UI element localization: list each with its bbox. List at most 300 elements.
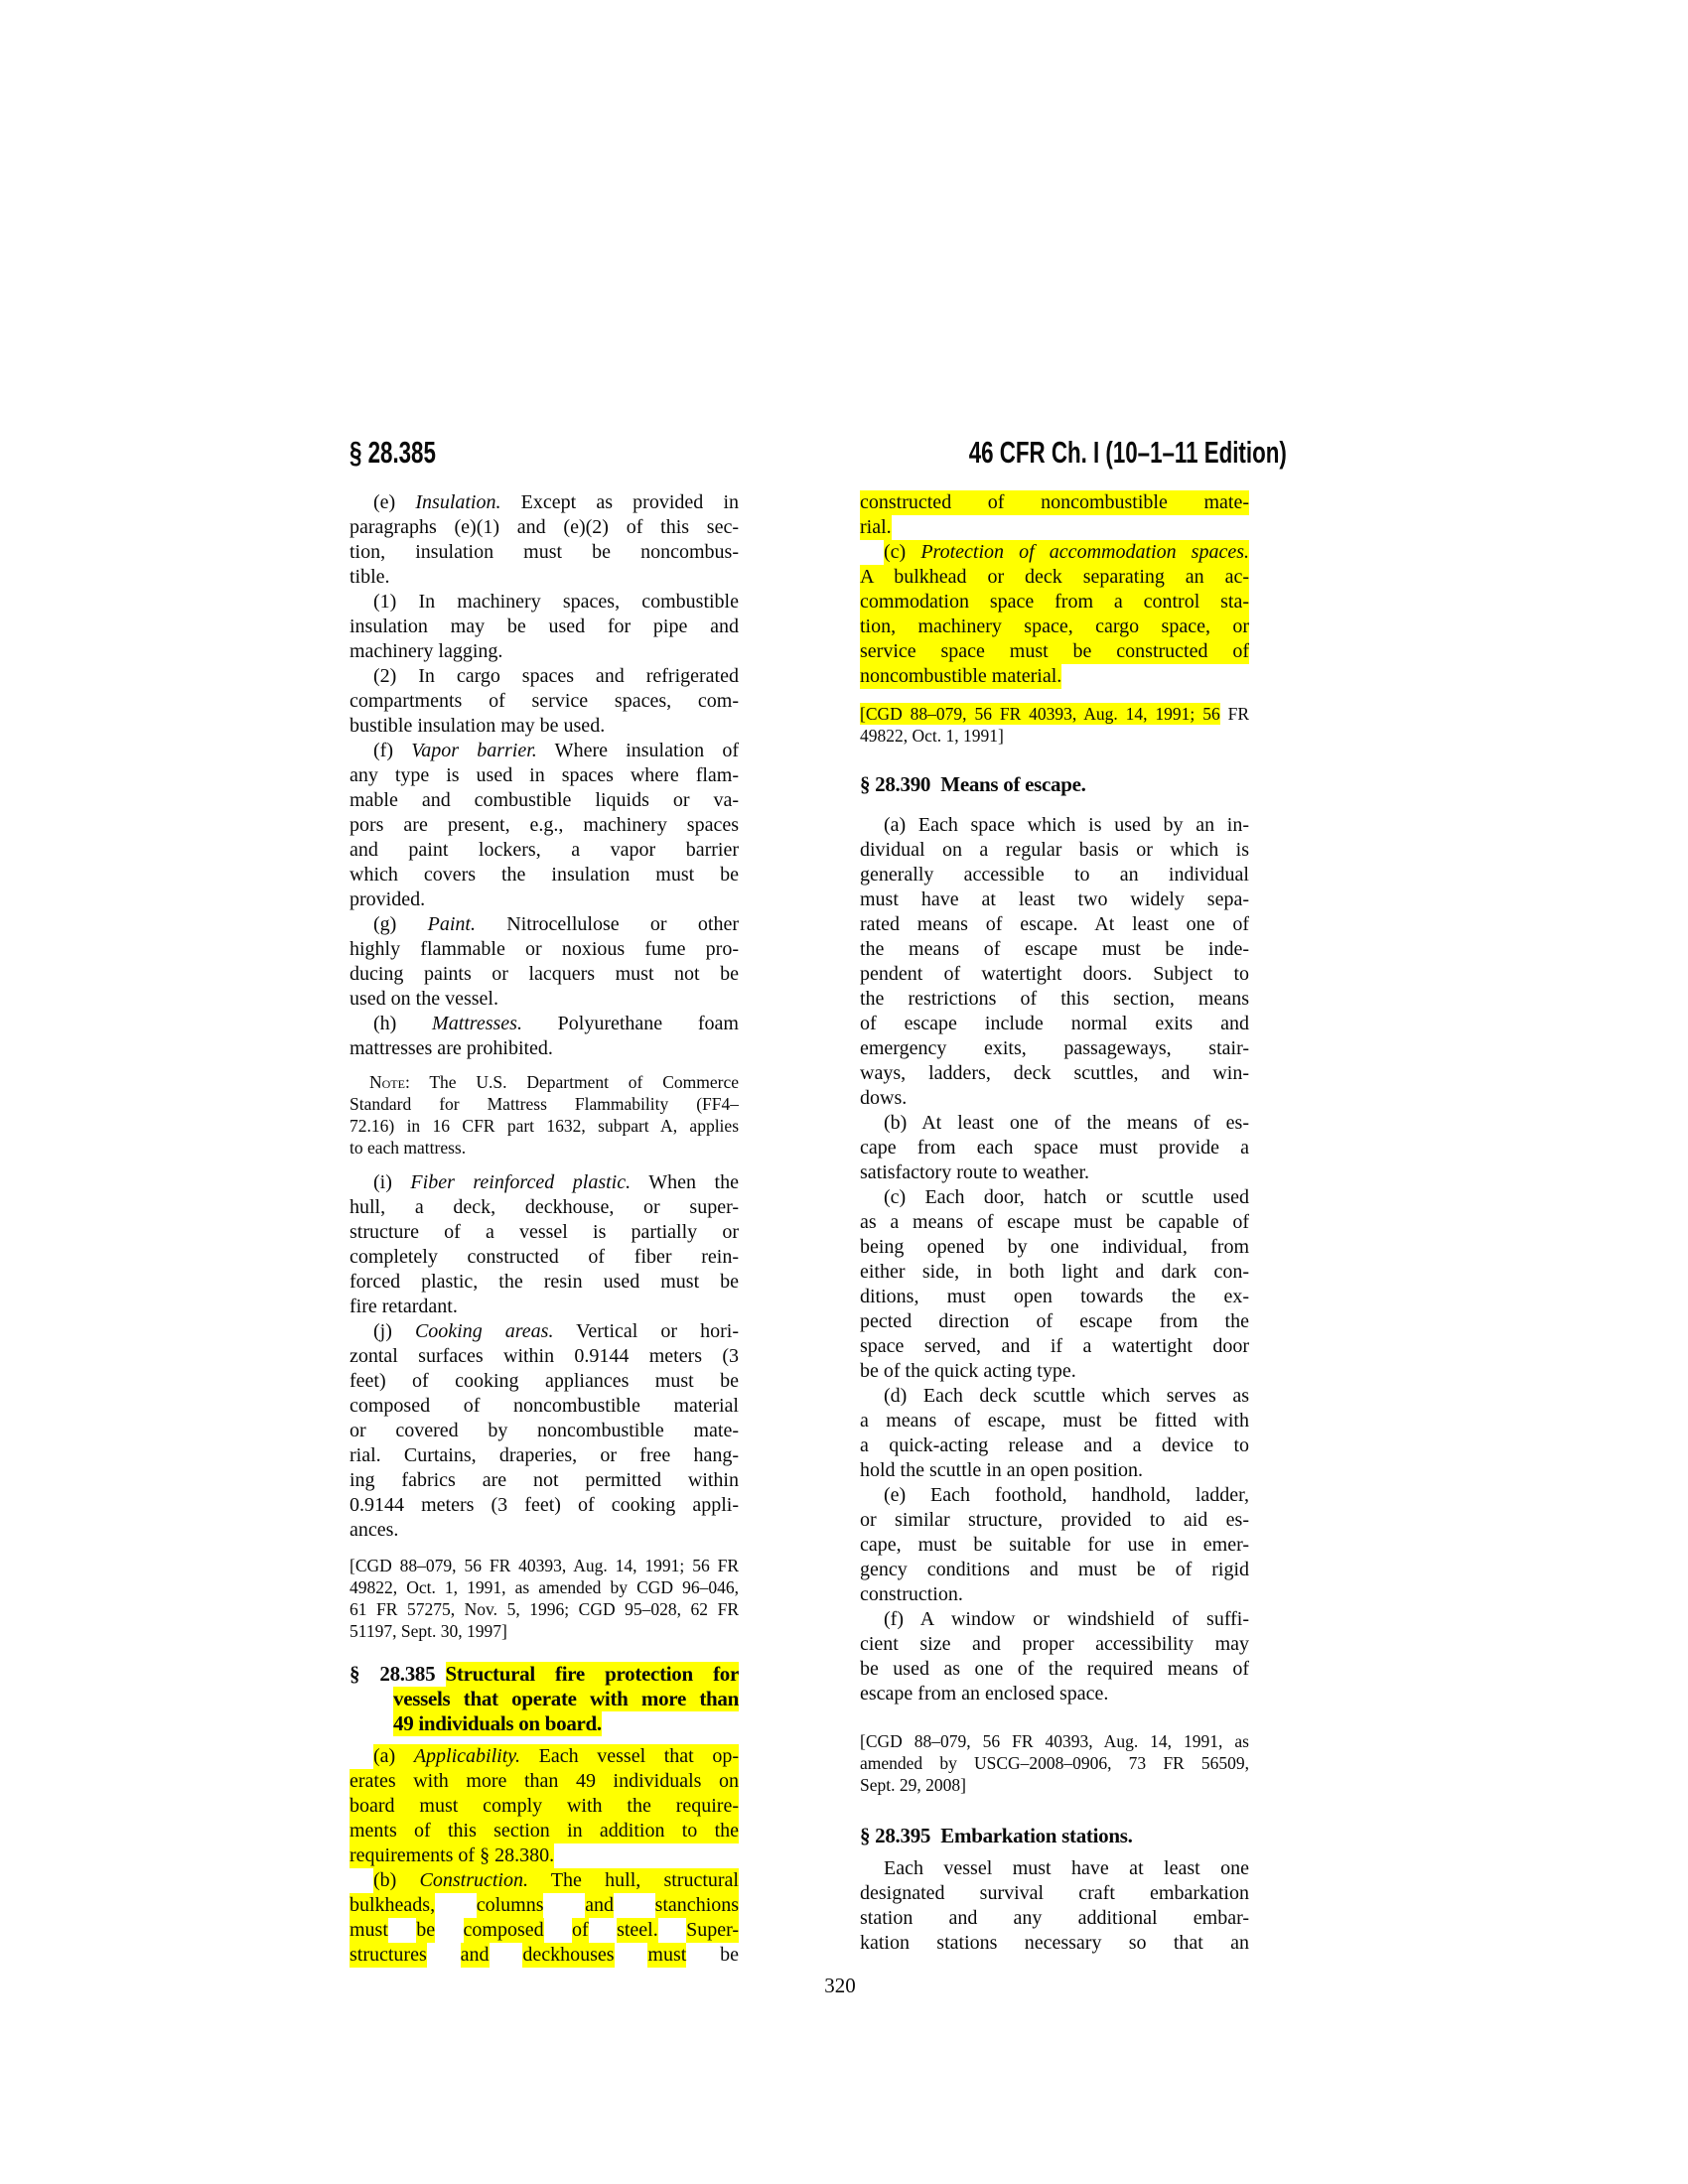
citation: [350, 1555, 739, 1642]
text-line: [860, 1309, 1249, 1334]
paragraph-f: [350, 739, 739, 912]
text-segment: ances.: [350, 1519, 399, 1541]
text-segment: 0.9144 meters (3 feet) of cooking appli-: [350, 1494, 739, 1516]
text-segment: pected direction of escape from the: [860, 1310, 1249, 1332]
text-line: [350, 763, 739, 788]
text-line: [860, 639, 1249, 664]
text-line: [860, 912, 1249, 937]
text-segment: provided.: [350, 888, 426, 910]
paragraph-e: [350, 490, 739, 590]
text-segment: pors are present, e.g., machinery spaces: [350, 814, 739, 836]
highlighted-text: steel.: [617, 1919, 658, 1941]
text-segment: (j): [373, 1320, 415, 1342]
highlighted-text: Each vessel that op-: [520, 1745, 739, 1767]
text-segment: Sept. 29, 2008]: [860, 1775, 966, 1795]
text-segment: 49822, Oct. 1, 1991, as amended by CGD 96–046,: [350, 1577, 739, 1597]
text-segment: [543, 1894, 585, 1916]
section-heading-28-385: [350, 1662, 739, 1736]
highlighted-text: must: [350, 1919, 388, 1941]
text-line: [350, 1598, 739, 1620]
text-line: [350, 838, 739, 863]
highlighted-text: must: [647, 1944, 687, 1966]
highlighted-text: (c): [884, 541, 921, 563]
paragraph-i: [350, 1170, 739, 1319]
text-line: [860, 1210, 1249, 1235]
text-segment: a quick-acting release and a device to: [860, 1434, 1249, 1456]
text-segment: escape from an enclosed space.: [860, 1683, 1109, 1705]
text-line: [860, 1359, 1249, 1384]
text-segment: bustible insulation may be used.: [350, 715, 606, 737]
text-line: [350, 664, 739, 689]
text-segment: (f) A window or windshield of suffi-: [884, 1608, 1249, 1630]
text-segment: machinery lagging.: [350, 640, 503, 662]
text-segment: cape, must be suitable for use in emer-: [860, 1534, 1249, 1556]
text-segment: (e): [373, 491, 416, 513]
text-segment: designated survival craft embarkation: [860, 1882, 1249, 1904]
text-line: [350, 1170, 739, 1195]
text-segment: 72.16) in 16 CFR part 1632, subpart A, applies: [350, 1116, 739, 1136]
paragraph-e-28390: [860, 1483, 1249, 1607]
text-segment: highly flammable or noxious fume pro-: [350, 938, 739, 960]
paragraph-e1: [350, 590, 739, 664]
text-line: [860, 565, 1249, 590]
text-segment: ing fabrics are not permitted within: [350, 1469, 739, 1491]
text-line: [350, 1711, 739, 1736]
text-line: [350, 887, 739, 912]
text-line: [860, 490, 1249, 515]
text-segment: hold the scuttle in an open position.: [860, 1459, 1143, 1481]
text-segment: [490, 1944, 523, 1966]
section-heading-28-390: [860, 772, 1249, 797]
text-segment: (2) In cargo spaces and refrigerated: [373, 665, 739, 687]
text-line: [350, 1468, 739, 1493]
highlighted-text: Structural fire protection for: [445, 1662, 739, 1686]
text-line: [350, 1943, 739, 1968]
note: [350, 1071, 739, 1159]
text-line: [860, 1136, 1249, 1160]
text-line: [350, 788, 739, 813]
text-segment: structure of a vessel is partially or: [350, 1221, 739, 1243]
highlighted-text: The hull, structural: [527, 1869, 739, 1891]
text-segment: as a means of escape must be capable of: [860, 1211, 1249, 1233]
text-line: [860, 1433, 1249, 1458]
text-line: [350, 1137, 739, 1159]
text-line: [350, 1794, 739, 1819]
text-line: [350, 1620, 739, 1642]
text-segment: Vapor barrier.: [411, 740, 537, 761]
text-segment: or similar structure, provided to aid es-: [860, 1509, 1249, 1531]
text-line: [350, 614, 739, 639]
text-segment: and paint lockers, a vapor barrier: [350, 839, 739, 861]
text-line: [350, 1295, 739, 1319]
text-line: [350, 714, 739, 739]
text-segment: must have at least two widely sepa-: [860, 888, 1249, 910]
text-segment: construction.: [860, 1583, 963, 1605]
text-segment: fire retardant.: [350, 1296, 458, 1317]
text-segment: satisfactory route to weather.: [860, 1161, 1090, 1183]
text-segment: tible.: [350, 566, 390, 588]
text-segment: cape from each space must provide a: [860, 1137, 1249, 1159]
text-line: [350, 490, 739, 515]
text-segment: completely constructed of fiber rein-: [350, 1246, 739, 1268]
text-segment: Insulation.: [415, 491, 501, 513]
text-line: [860, 772, 1249, 797]
highlighted-text: structures: [350, 1944, 427, 1966]
text-segment: Each vessel must have at least one: [884, 1857, 1249, 1879]
text-line: [860, 1334, 1249, 1359]
text-line: [350, 962, 739, 987]
text-segment: paragraphs (e)(1) and (e)(2) of this sec-: [350, 516, 739, 538]
text-line: [860, 590, 1249, 614]
text-column-right: [860, 490, 1249, 1956]
text-line: [860, 1881, 1249, 1906]
highlighted-text: board must comply with the require-: [350, 1795, 739, 1817]
text-line: [350, 1819, 739, 1843]
paragraph-a-28385: [350, 1744, 739, 1868]
text-line: [860, 1752, 1249, 1774]
text-segment: [CGD 88–079, 56 FR 40393, Aug. 14, 1991, as: [860, 1731, 1249, 1751]
highlighted-text: service space must be constructed of: [860, 640, 1249, 662]
highlighted-text: A bulkhead or deck separating an ac-: [860, 566, 1249, 588]
page-number: 320: [824, 1974, 856, 1997]
highlighted-text: erates with more than 49 individuals on: [350, 1770, 739, 1792]
text-line: [860, 1409, 1249, 1433]
text-line: [860, 1036, 1249, 1061]
text-line: [860, 515, 1249, 540]
text-line: [350, 565, 739, 590]
text-segment: rated means of escape. At least one of: [860, 913, 1249, 935]
text-line: [860, 962, 1249, 987]
text-line: [860, 1582, 1249, 1607]
text-segment: [435, 1919, 463, 1941]
text-segment: which covers the insulation must be: [350, 864, 739, 886]
text-segment: Polyurethane foam: [521, 1013, 739, 1034]
highlighted-text: and: [585, 1894, 614, 1916]
text-segment: (a) Each space which is used by an in-: [884, 814, 1249, 836]
highlighted-text: composed: [463, 1919, 544, 1941]
text-column-left: [350, 490, 739, 1968]
paragraph-b-28390: [860, 1111, 1249, 1185]
text-segment: Mattresses.: [432, 1013, 522, 1034]
text-line: [350, 1687, 739, 1711]
paragraph-c-28385: [860, 540, 1249, 689]
text-line: [350, 1394, 739, 1419]
text-segment: (h): [373, 1013, 433, 1034]
text-segment: amended by USCG–2008–0906, 73 FR 56509,: [860, 1753, 1249, 1773]
highlighted-text: requirements of § 28.380.: [350, 1844, 555, 1866]
text-line: [860, 1906, 1249, 1931]
text-line: [350, 1344, 739, 1369]
text-line: [350, 1012, 739, 1036]
text-segment: 51197, Sept. 30, 1997]: [350, 1621, 507, 1641]
highlighted-text: vessels that operate with more than: [393, 1687, 739, 1710]
highlighted-text: bulkheads,: [350, 1894, 436, 1916]
text-segment: space served, and if a watertight door: [860, 1335, 1249, 1357]
text-segment: feet) of cooking appliances must be: [350, 1370, 739, 1392]
text-line: [860, 1533, 1249, 1558]
text-line: [350, 1419, 739, 1443]
text-segment: be: [686, 1944, 739, 1966]
text-line: [350, 639, 739, 664]
text-line: [350, 1662, 739, 1687]
text-line: [860, 1931, 1249, 1956]
text-line: [350, 813, 739, 838]
highlighted-text: rial.: [860, 516, 892, 538]
text-line: [350, 1744, 739, 1769]
text-segment: (e) Each foothold, handhold, ladder,: [884, 1484, 1249, 1506]
running-head-left: § 28.385: [350, 435, 436, 470]
text-line: [350, 540, 739, 565]
text-line: [860, 1508, 1249, 1533]
text-segment: (c) Each door, hatch or scuttle used: [884, 1186, 1249, 1208]
highlighted-text: Construction.: [419, 1869, 528, 1891]
text-segment: [614, 1894, 655, 1916]
text-line: [860, 540, 1249, 565]
text-segment: to each mattress.: [350, 1138, 467, 1158]
text-segment: § 28.395 Embarkation stations.: [860, 1824, 1133, 1847]
text-segment: ducing paints or lacquers must not be: [350, 963, 739, 985]
text-segment: 49822, Oct. 1, 1991]: [860, 726, 1004, 746]
text-segment: Note:: [369, 1072, 410, 1092]
text-segment: of escape include normal exits and: [860, 1013, 1249, 1034]
text-segment: Cooking areas.: [414, 1320, 554, 1342]
text-segment: [388, 1919, 416, 1941]
text-line: [860, 664, 1249, 689]
text-line: [350, 1843, 739, 1868]
text-segment: (g): [373, 913, 428, 935]
text-segment: The U.S. Department of Commerce: [409, 1072, 739, 1092]
text-line: [860, 1185, 1249, 1210]
text-line: [350, 863, 739, 887]
text-segment: Nitrocellulose or other: [475, 913, 739, 935]
text-line: [860, 1061, 1249, 1086]
highlighted-text: noncombustible material.: [860, 665, 1062, 687]
text-segment: composed of noncombustible material: [350, 1395, 739, 1417]
text-segment: cient size and proper accessibility may: [860, 1633, 1249, 1655]
text-line: [350, 1319, 739, 1344]
text-line: [860, 1260, 1249, 1285]
text-segment: [544, 1919, 572, 1941]
text-line: [860, 1774, 1249, 1796]
text-segment: used on the vessel.: [350, 988, 498, 1010]
text-segment: § 28.385: [350, 1662, 446, 1686]
text-line: [350, 1220, 739, 1245]
text-line: [350, 1576, 739, 1598]
text-line: [350, 912, 739, 937]
text-line: [860, 1682, 1249, 1706]
text-segment: [CGD 88–079, 56 FR 40393, Aug. 14, 1991; 56 FR: [350, 1556, 739, 1575]
text-segment: When the: [631, 1171, 739, 1193]
text-line: [350, 987, 739, 1012]
paragraph-a-28390: [860, 813, 1249, 1111]
text-segment: either side, in both light and dark con-: [860, 1261, 1249, 1283]
text-line: [860, 1483, 1249, 1508]
text-segment: Fiber reinforced plastic.: [410, 1171, 632, 1193]
text-line: [350, 1493, 739, 1518]
paragraph-g: [350, 912, 739, 1012]
text-segment: forced plastic, the resin used must be: [350, 1271, 739, 1293]
text-segment: § 28.390 Means of escape.: [860, 772, 1086, 796]
text-segment: tion, insulation must be noncombus-: [350, 541, 739, 563]
text-line: [350, 1071, 739, 1093]
text-segment: Paint.: [427, 913, 476, 935]
highlighted-text: Applicability.: [413, 1745, 521, 1767]
paragraph-h: [350, 1012, 739, 1061]
text-segment: any type is used in spaces where flam-: [350, 764, 739, 786]
highlighted-text: and: [460, 1944, 490, 1966]
text-segment: Except as provided in: [500, 491, 739, 513]
text-segment: gency conditions and must be of rigid: [860, 1559, 1249, 1580]
text-segment: mattresses are prohibited.: [350, 1037, 553, 1059]
text-segment: the means of escape must be inde-: [860, 938, 1249, 960]
text-line: [860, 1558, 1249, 1582]
text-line: [860, 1730, 1249, 1752]
text-segment: (b) At least one of the means of es-: [884, 1112, 1249, 1134]
highlighted-text: [CGD 88–079, 56 FR 40393, Aug. 14, 1991; 56: [860, 704, 1220, 724]
text-segment: insulation may be used for pipe and: [350, 615, 739, 637]
text-segment: being opened by one individual, from: [860, 1236, 1249, 1258]
text-segment: [658, 1919, 686, 1941]
text-segment: dividual on a regular basis or which is: [860, 839, 1249, 861]
text-segment: FR: [1219, 704, 1249, 724]
text-line: [860, 614, 1249, 639]
highlighted-text: Protection of accommodation spaces.: [920, 541, 1249, 563]
text-line: [860, 1657, 1249, 1682]
text-segment: emergency exits, passageways, stair-: [860, 1037, 1249, 1059]
paragraph-b-28385: [350, 1868, 739, 1968]
text-segment: Standard for Mattress Flammability (FF4–: [350, 1094, 739, 1114]
text-line: [350, 1115, 739, 1137]
paragraph-f-28390: [860, 1607, 1249, 1706]
text-line: [860, 863, 1249, 887]
text-line: [860, 838, 1249, 863]
text-line: [860, 1824, 1249, 1848]
text-line: [860, 1458, 1249, 1483]
text-line: [860, 1607, 1249, 1632]
text-line: [350, 1093, 739, 1115]
text-line: [350, 1270, 739, 1295]
text-segment: generally accessible to an individual: [860, 864, 1249, 886]
text-segment: [427, 1944, 461, 1966]
paragraph-j: [350, 1319, 739, 1543]
text-line: [350, 1868, 739, 1893]
text-line: [860, 725, 1249, 747]
text-line: [350, 1443, 739, 1468]
text-segment: the restrictions of this section, means: [860, 988, 1249, 1010]
text-line: [860, 887, 1249, 912]
text-segment: station and any additional embar-: [860, 1907, 1249, 1929]
highlighted-text: columns: [476, 1894, 544, 1916]
text-segment: ditions, must open towards the ex-: [860, 1286, 1249, 1307]
highlighted-text: 49 individuals on board.: [393, 1711, 602, 1735]
text-segment: zontal surfaces within 0.9144 meters (3: [350, 1345, 739, 1367]
text-segment: dows.: [860, 1087, 908, 1109]
text-segment: ways, ladders, deck scuttles, and win-: [860, 1062, 1249, 1084]
text-segment: rial. Curtains, draperies, or free hang-: [350, 1444, 739, 1466]
text-line: [350, 1769, 739, 1794]
text-segment: (i): [373, 1171, 411, 1193]
text-segment: 61 FR 57275, Nov. 5, 1996; CGD 95–028, 62 FR: [350, 1599, 739, 1619]
text-line: [350, 1245, 739, 1270]
text-line: [350, 1918, 739, 1943]
text-line: [860, 1012, 1249, 1036]
text-line: [350, 515, 739, 540]
citation: [860, 703, 1249, 747]
paragraph-d-28390: [860, 1384, 1249, 1483]
text-line: [860, 703, 1249, 725]
paragraph-28395: [860, 1856, 1249, 1956]
text-segment: or covered by noncombustible mate-: [350, 1420, 739, 1441]
text-segment: be used as one of the required means of: [860, 1658, 1249, 1680]
text-line: [860, 1384, 1249, 1409]
text-line: [860, 1856, 1249, 1881]
text-line: [350, 1518, 739, 1543]
text-line: [860, 1086, 1249, 1111]
text-line: [350, 739, 739, 763]
highlighted-text: of: [572, 1919, 589, 1941]
text-line: [860, 987, 1249, 1012]
text-segment: (f): [373, 740, 412, 761]
text-line: [860, 1111, 1249, 1136]
text-segment: mable and combustible liquids or va-: [350, 789, 739, 811]
highlighted-text: commodation space from a control sta-: [860, 591, 1249, 613]
highlighted-text: tion, machinery space, cargo space, or: [860, 615, 1249, 637]
text-segment: kation stations necessary so that an: [860, 1932, 1249, 1954]
text-line: [350, 1036, 739, 1061]
highlighted-text: deckhouses: [522, 1944, 615, 1966]
text-segment: a means of escape, must be fitted with: [860, 1410, 1249, 1432]
text-line: [860, 937, 1249, 962]
text-segment: [435, 1894, 477, 1916]
text-line: [350, 1369, 739, 1394]
text-segment: (d) Each deck scuttle which serves as: [884, 1385, 1249, 1407]
text-segment: Where insulation of: [536, 740, 739, 761]
text-line: [350, 689, 739, 714]
text-line: [350, 590, 739, 614]
text-line: [860, 1285, 1249, 1309]
text-line: [350, 1893, 739, 1918]
paragraph-e2: [350, 664, 739, 739]
highlighted-text: (a): [373, 1745, 414, 1767]
text-line: [350, 937, 739, 962]
highlighted-text: Super-: [686, 1919, 739, 1941]
text-segment: be of the quick acting type.: [860, 1360, 1076, 1382]
highlighted-text: ments of this section in addition to the: [350, 1820, 739, 1842]
text-segment: compartments of service spaces, com-: [350, 690, 739, 712]
highlighted-text: stanchions: [654, 1894, 739, 1916]
highlighted-text: be: [416, 1919, 436, 1941]
paragraph-c-28390: [860, 1185, 1249, 1384]
running-head-right: 46 CFR Ch. I (10–1–11 Edition): [968, 435, 1287, 470]
text-segment: hull, a deck, deckhouse, or super-: [350, 1196, 739, 1218]
text-line: [860, 1632, 1249, 1657]
text-line: [350, 1555, 739, 1576]
text-line: [860, 813, 1249, 838]
text-segment: [615, 1944, 648, 1966]
text-segment: Vertical or hori-: [553, 1320, 739, 1342]
text-segment: pendent of watertight doors. Subject to: [860, 963, 1249, 985]
highlighted-text: (b): [373, 1869, 420, 1891]
text-segment: [589, 1919, 617, 1941]
citation: [860, 1730, 1249, 1796]
section-heading-28-395: [860, 1824, 1249, 1848]
text-line: [860, 1235, 1249, 1260]
paragraph-b-continuation: [860, 490, 1249, 540]
highlighted-text: constructed of noncombustible mate-: [860, 491, 1249, 513]
text-line: [860, 1160, 1249, 1185]
text-line: [350, 1195, 739, 1220]
text-segment: (1) In machinery spaces, combustible: [373, 591, 739, 613]
